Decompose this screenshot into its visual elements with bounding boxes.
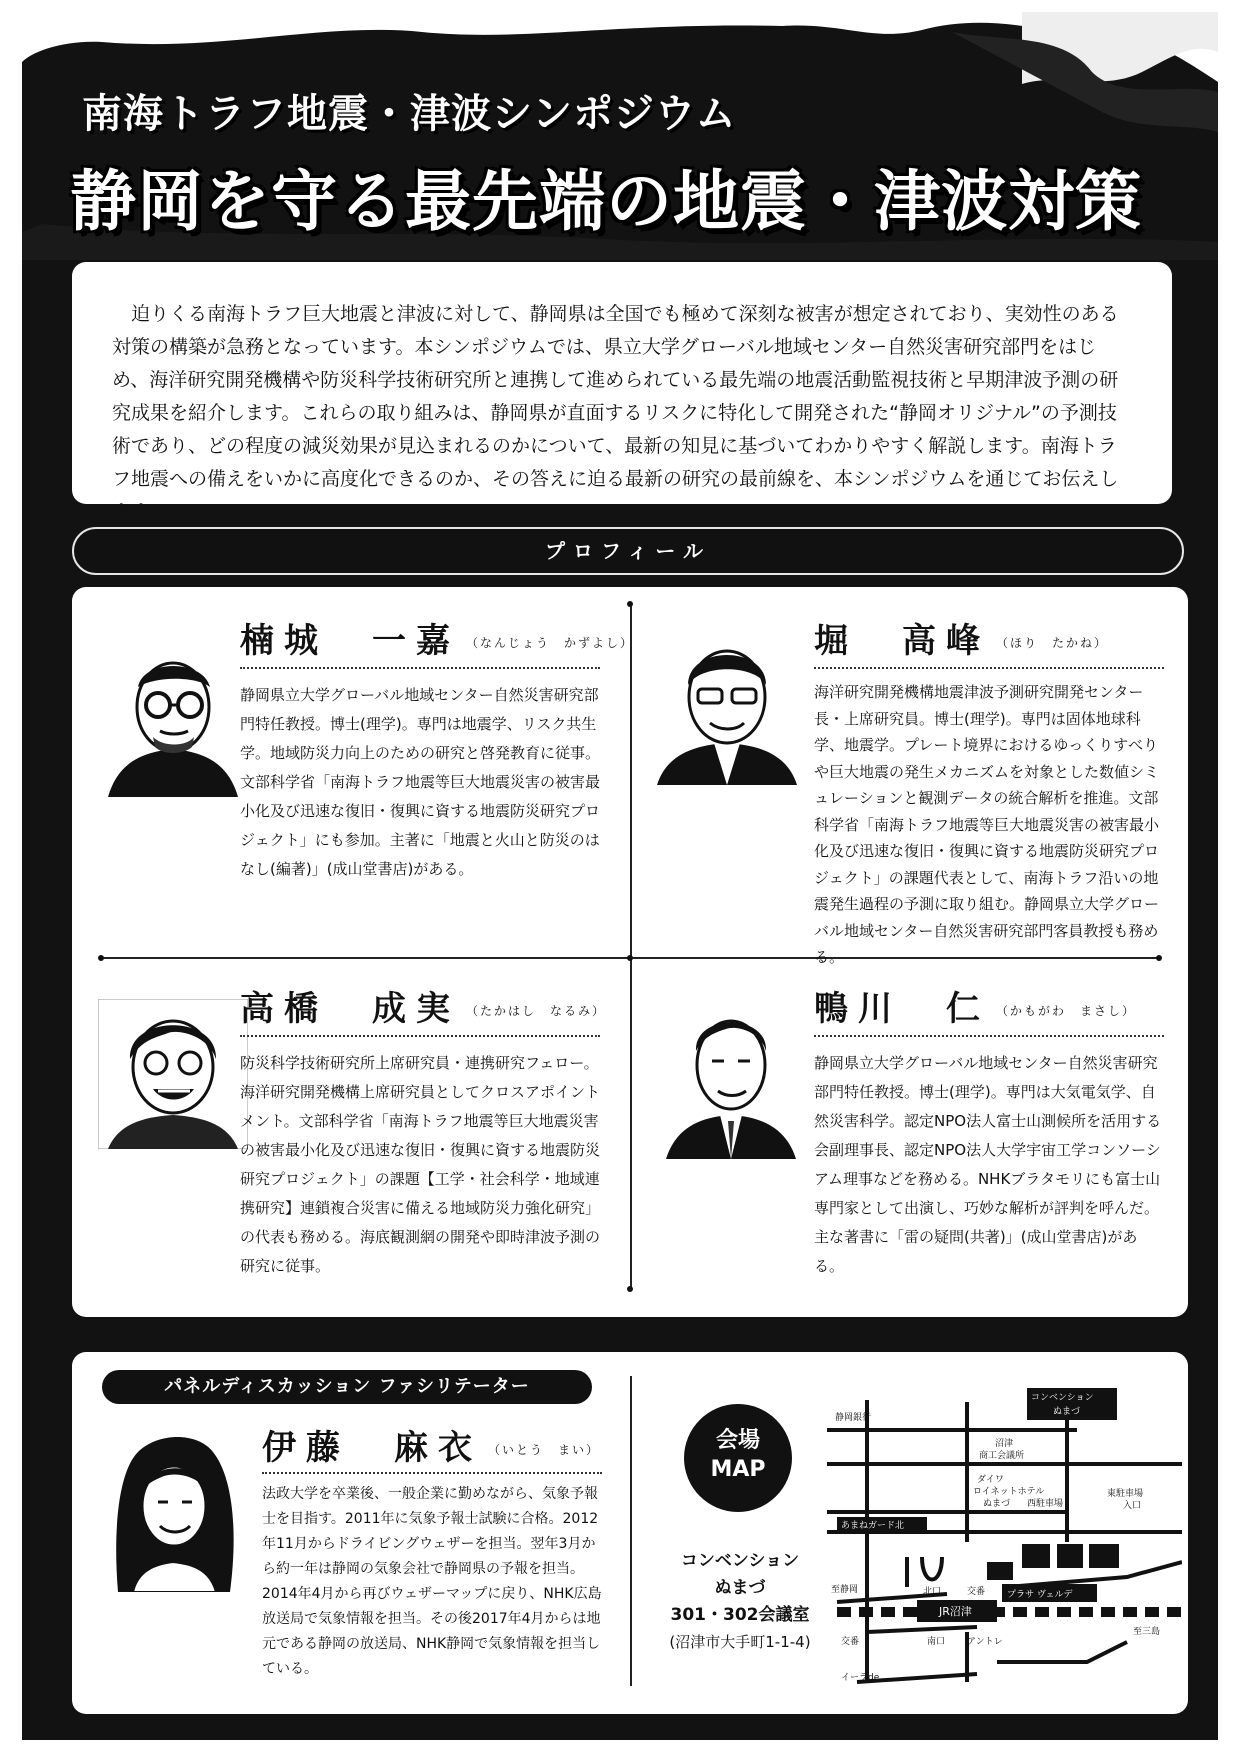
venue-name-line1: コンベンション xyxy=(680,1551,800,1571)
map-label: ロイネットホテル xyxy=(973,1487,1045,1497)
map-label: 至三島 xyxy=(1133,1627,1161,1637)
venue-info xyxy=(660,1548,820,1656)
profile-card xyxy=(632,959,1188,1317)
map-label: 交番 xyxy=(967,1587,986,1597)
map-label: 北口 xyxy=(923,1587,942,1597)
map-label: 西駐車場 xyxy=(1027,1499,1064,1509)
facilitator-bio: 法政大学を卒業後、一般企業に勤めながら、気象予報士を目指す。2011年に気象予報士試験に合格。2012年11月からドライビングウェザーを担当。翌年3月から約一年は静岡の気象会社で静岡県の予報を担当。2014年4月から再びウェザーマップに戻り、NHK広島放送局で気象情報を担当。その後2017年4月からは地元である静岡の放送局、NHK静岡で気象情報を担当している。 xyxy=(262,1486,602,1677)
profile-name xyxy=(814,613,1108,662)
profile-panel xyxy=(72,587,1188,1317)
map-label: 沼津 xyxy=(995,1439,1014,1449)
intro-panel xyxy=(72,262,1172,523)
name-text: 高橋 成実 xyxy=(240,989,460,1029)
dotted-rule xyxy=(240,1035,600,1037)
profile-name xyxy=(240,613,634,662)
badge-line1: 会場 xyxy=(715,1428,760,1453)
venue-map xyxy=(827,1382,1182,1692)
profile-name xyxy=(240,981,606,1030)
panel-heading: パネルディスカッション ファシリテーター xyxy=(102,1370,592,1404)
map-label: 東駐車場 xyxy=(1107,1489,1144,1499)
portrait-photo xyxy=(666,999,796,1159)
profile-name xyxy=(814,981,1136,1030)
name-reading: （かもがわ まさし） xyxy=(996,1004,1137,1018)
map-label: 南口 xyxy=(927,1637,946,1647)
profile-bio: 静岡県立大学グローバル地域センター自然災害研究部門特任教授。博士(理学)。専門は地震学、リスク共生学。地域防災力向上のための研究と啓発教育に従事。文部科学省「南海トラフ地震等巨大地震災害の被害最小化及び迅速な復旧・復興に資する地震防災研究プロジェクト」にも参加。主著に「地震と火山と防災のはなし(編著)」(成山堂書店)がある。 xyxy=(240,686,601,878)
portrait-photo xyxy=(98,647,248,797)
portrait-photo xyxy=(652,635,802,785)
map-label: プラサ ヴェルデ xyxy=(1007,1590,1073,1600)
venue-map-badge xyxy=(684,1404,792,1512)
map-label: 至静岡 xyxy=(831,1585,859,1595)
dotted-rule xyxy=(240,667,600,669)
facilitator-name xyxy=(262,1420,600,1469)
name-reading: （ほり たかね） xyxy=(996,636,1109,650)
name-reading: （なんじょう かずよし） xyxy=(466,636,635,650)
map-label: 交番 xyxy=(841,1637,860,1647)
bottom-panel xyxy=(72,1352,1188,1714)
map-label: ぬまづ xyxy=(983,1499,1011,1509)
portrait-photo xyxy=(98,999,248,1149)
venue-room: 301・302会議室 xyxy=(670,1605,810,1625)
dotted-rule xyxy=(262,1472,602,1474)
profile-card xyxy=(72,587,635,957)
map-label: JR沼津 xyxy=(939,1605,972,1618)
map-label: アントレ xyxy=(967,1637,1003,1647)
profile-card xyxy=(72,959,630,1317)
map-label: ダイワ xyxy=(977,1475,1004,1485)
header-banner xyxy=(22,12,1218,260)
event-subtitle: 南海トラフ地震・津波シンポジウム xyxy=(82,91,737,137)
name-text: 鴨川 仁 xyxy=(814,989,990,1029)
portrait-photo xyxy=(98,1432,248,1592)
profile-card xyxy=(632,587,1188,966)
name-text: 伊藤 麻衣 xyxy=(262,1428,482,1468)
dotted-rule xyxy=(814,667,1164,669)
name-reading: （たかはし なるみ） xyxy=(466,1004,607,1018)
map-label: イーラde xyxy=(841,1673,880,1683)
name-text: 楠城 一嘉 xyxy=(240,621,460,661)
profile-bio: 防災科学技術研究所上席研究員・連携研究フェロー。海洋研究開発機構上席研究員としてクロスアポイントメント。文部科学省「南海トラフ地震等巨大地震災害の被害最小化及び迅速な復旧・復興に資する地震防災研究プロジェクト」の課題【工学・社会科学・地域連携研究】連鎖複合災害に備える地域防災力強化研究」の代表も務める。海底観測網の開発や即時津波予測の研究に従事。 xyxy=(240,1054,601,1275)
map-label: 入口 xyxy=(1123,1501,1142,1511)
map-label: ぬまづ xyxy=(1053,1407,1081,1417)
name-reading: （いとう まい） xyxy=(488,1443,601,1457)
name-text: 堀 高峰 xyxy=(814,621,990,661)
venue-name-line2: ぬまづ xyxy=(714,1578,766,1598)
map-label: 静岡銀行 xyxy=(835,1413,872,1423)
badge-line2: MAP xyxy=(710,1457,766,1482)
poster-sheet xyxy=(22,12,1218,1740)
map-label: 商工会議所 xyxy=(979,1451,1025,1461)
intro-text: 迫りくる南海トラフ巨大地震と津波に対して、静岡県は全国でも極めて深刻な被害が想定されており、実効性のある対策の構築が急務となっています。本シンポジウムでは、県立大学グローバル地域センター自然災害研究部門をはじめ、海洋研究開発機構や防災科学技術研究所と連携して進められている最先端の地震活動監視技術と早期津波予測の研究成果を紹介します。これらの取り組みは、静岡県が直面するリスクに特化して開発された“静岡オリジナル”の予測技術であり、どの程度の減災効果が見込まれるのかについて、最新の知見に基づいてわかりやすく解説します。南海トラフ地震への備えをいかに高度化できるのか、その答えに迫る最新の研究の最前線を、本シンポジウムを通じてお伝えします。 xyxy=(112,303,1119,523)
venue-address: (沼津市大手町1-1-4) xyxy=(669,1633,811,1651)
profile-heading: プロフィール xyxy=(72,527,1184,575)
profile-bio: 海洋研究開発機構地震津波予測研究開発センター長・上席研究員。博士(理学)。専門は固体地球科学、地震学。プレート境界におけるゆっくりすべりや巨大地震の発生メカニズムを対象とした数値シミュレーションと観測データの統合解析を推進。文部科学省「南海トラフ地震等巨大地震災害の被害最小化及び迅速な復旧・復興に資する地震防災研究プロジェクト」の課題代表として、南海トラフ沿いの地震発生過程の予測に取り組む。静岡県立大学グローバル地域センター自然災害研究部門客員教授も務める。 xyxy=(814,683,1160,966)
map-label: コンベンション xyxy=(1031,1393,1094,1403)
map-label: あまねガード北 xyxy=(841,1521,905,1531)
dotted-rule xyxy=(814,1035,1164,1037)
event-title: 静岡を守る最先端の地震・津波対策 xyxy=(70,163,1142,240)
profile-bio: 静岡県立大学グローバル地域センター自然災害研究部門特任教授。博士(理学)。専門は大気電気学、自然災害科学。認定NPO法人富士山測候所を活用する会副理事長、認定NPO法人大学宇宙工学コンソーシアム理事などを務める。NHKブラタモリにも富士山専門家として出演し、巧妙な解析が評判を呼んだ。主な著書に「雷の疑問(共著)」(成山堂書店)がある。 xyxy=(814,1054,1162,1275)
column-divider xyxy=(630,1376,632,1686)
